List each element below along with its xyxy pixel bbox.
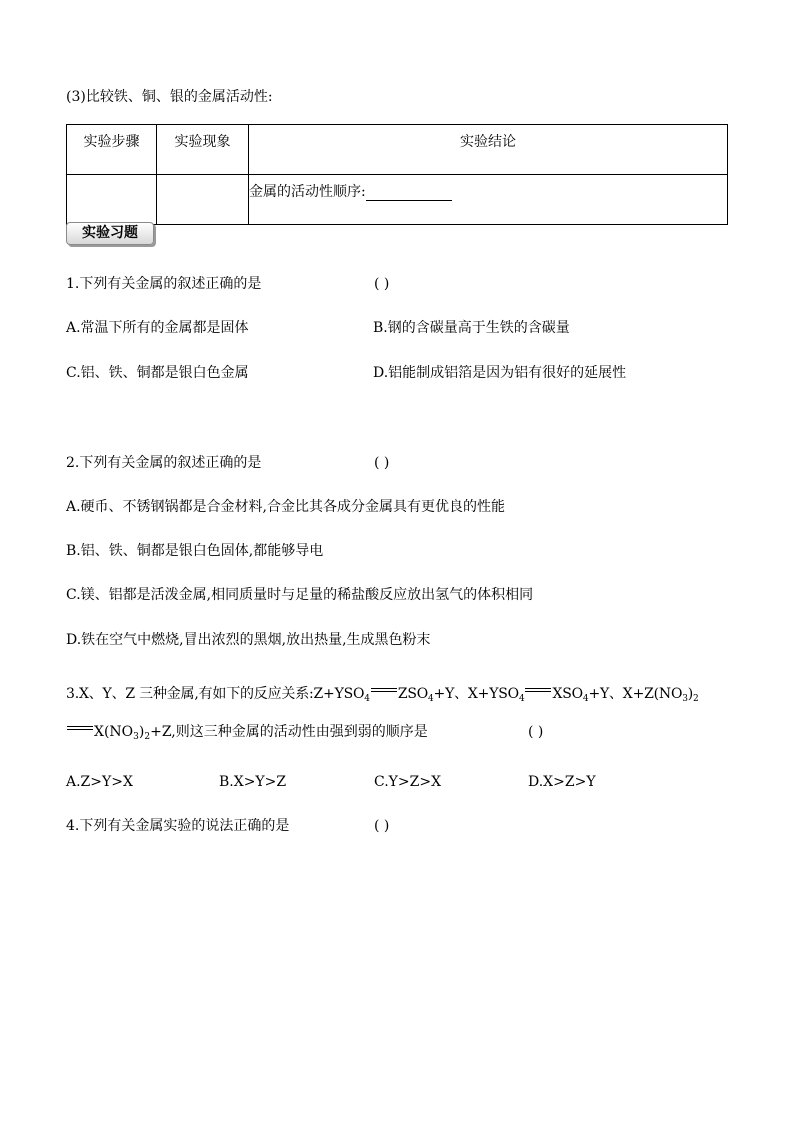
header-conclusion: 实验结论 [249,125,728,175]
reaction-equals-sign [524,686,552,696]
table-row [67,175,728,225]
cell-steps-empty [67,175,157,225]
section-title-tab: 实验习题 [66,222,154,245]
cell-conclusion [249,175,728,225]
reaction-equals-sign [370,686,398,696]
table-header-row [67,125,728,175]
q3-option-a: A.Z>Y>X [66,774,133,790]
q1-option-c: C.铝、铁、铜都是银白色金属 [66,365,249,381]
q1-option-d: D.铝能制成铝箔是因为铝有很好的延展性 [373,365,627,381]
q3-stem-line1: 3.X、Y、Z 三种金属,有如下的反应关系$:Z+YSO_4$ $ZSO_4+Y$、$X+YSO_4$ $XSO_4+Y$、$X+Z(NO_3)_2$ [66,686,699,704]
answer-blank [366,186,452,201]
q1-answer-paren: ( ) [374,276,390,292]
header-phenomena: 实验现象 [157,125,249,175]
q4-answer-paren: ( ) [374,818,390,834]
conclusion-label: 金属的活动性顺序: [249,184,366,200]
q3-option-b: B.X>Y>Z [219,774,287,790]
q2-option-a: A.硬币、不锈钢锅都是合金材料,合金比其各成分金属具有更优良的性能 [66,499,506,515]
q2-option-b: B.铝、铁、铜都是银白色固体,都能够导电 [66,543,324,559]
q3-stem-line2: $X(NO_3)_2+Z$,则这三种金属的活动性由强到弱的顺序是 [66,723,428,741]
q1-option-a: A.常温下所有的金属都是固体 [66,320,249,336]
reaction-equals-sign [66,724,94,734]
q4-stem: 4.下列有关金属实验的说法正确的是 [66,818,290,834]
q3-option-d: D.X>Z>Y [528,774,596,790]
q3-option-c: C.Y>Z>X [374,774,442,790]
q1-option-b: B.钢的含碳量高于生铁的含碳量 [373,320,570,336]
q3-answer-paren: ( ) [528,724,544,740]
q2-answer-paren: ( ) [374,455,390,471]
header-steps: 实验步骤 [67,125,157,175]
q1-stem: 1.下列有关金属的叙述正确的是 [66,276,262,292]
cell-phenomena-empty [157,175,249,225]
part3-heading: (3)比较铁、铜、银的金属活动性: [66,89,273,105]
q2-option-d: D.铁在空气中燃烧,冒出浓烈的黑烟,放出热量,生成黑色粉末 [66,632,431,648]
q2-stem: 2.下列有关金属的叙述正确的是 [66,455,262,471]
experiment-table [66,124,728,225]
q2-option-c: C.镁、铝都是活泼金属,相同质量时与足量的稀盐酸反应放出氢气的体积相同 [66,587,534,603]
